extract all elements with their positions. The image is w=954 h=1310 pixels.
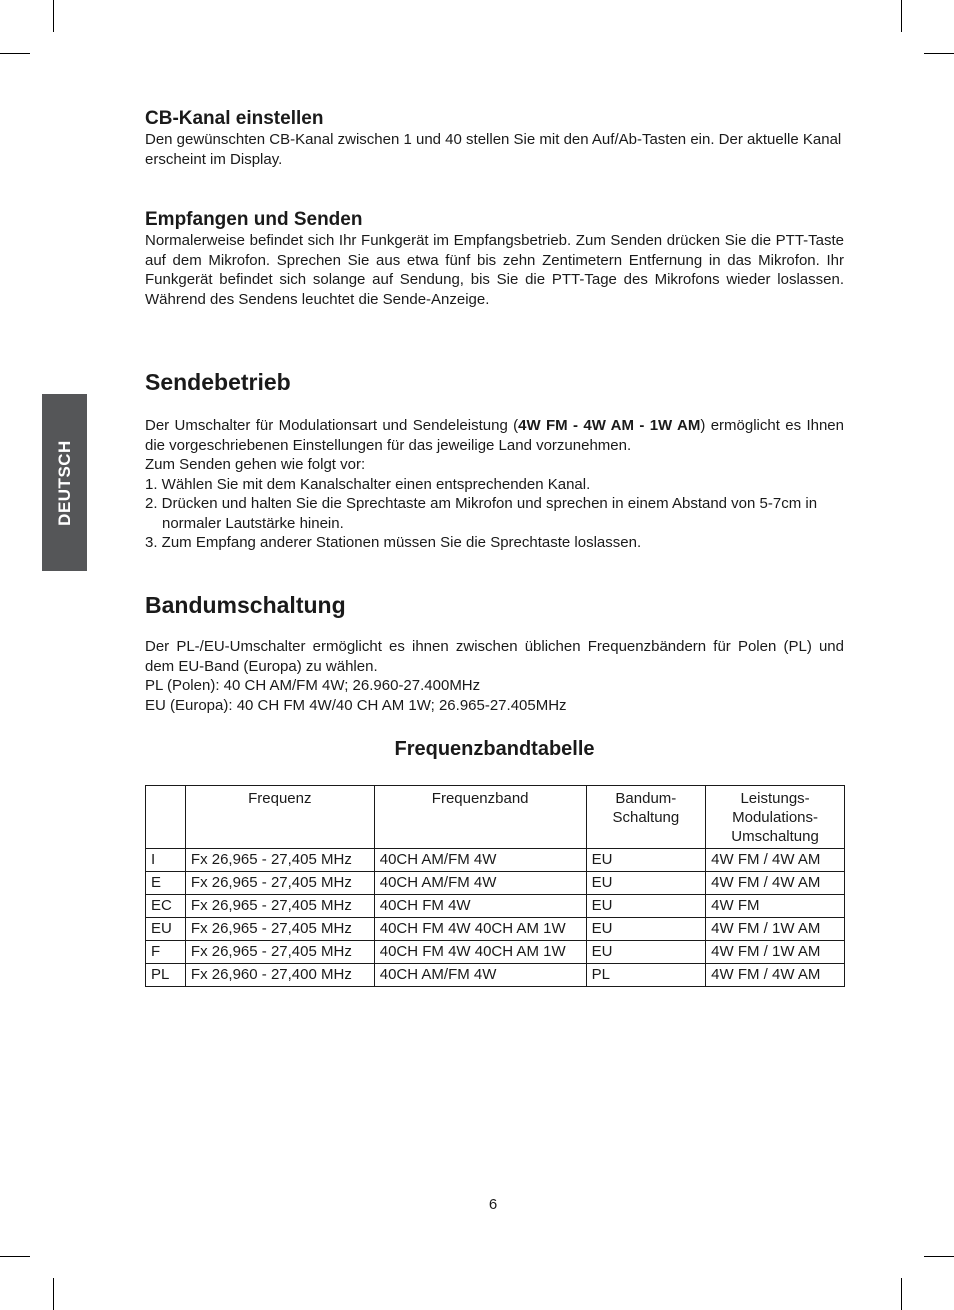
intro-text: ) ermöglicht es Ihnen die vorgeschriebenen Einstellungen für das jeweilige Land vorzunehmen. <box>145 417 844 454</box>
table-title: Frequenzbandtabelle <box>394 738 595 760</box>
table-row <box>146 895 845 918</box>
header-cell: Bandum- Schaltung <box>586 786 706 849</box>
table-cell: EU <box>586 941 706 964</box>
crop-mark <box>53 0 54 32</box>
table-cell: 40CH FM 4W <box>374 895 586 918</box>
section-title: Empfangen und Senden <box>145 209 363 230</box>
table-cell: 40CH AM/FM 4W <box>374 872 586 895</box>
section-title: CB-Kanal einstellen <box>145 108 324 129</box>
table-cell: Fx 26,965 - 27,405 MHz <box>185 918 374 941</box>
section-cb-kanal <box>145 108 844 169</box>
step-item: 1. Wählen Sie mit dem Kanalschalter einen entsprechenden Kanal. <box>145 475 591 493</box>
step-item: 2. Drücken und halten Sie die Sprechtaste am Mikrofon und sprechen in einem Abstand von 5-7cm in normaler Lautstärke hinein. <box>145 495 818 532</box>
table-row <box>146 964 845 987</box>
table-cell: Fx 26,965 - 27,405 MHz <box>185 941 374 964</box>
table-cell: 4W FM / 4W AM <box>706 964 845 987</box>
table-cell: EU <box>586 895 706 918</box>
section-heading: Sendebetrieb <box>145 369 291 395</box>
language-tab-label: DEUTSCH <box>54 439 74 526</box>
table-cell: F <box>146 941 186 964</box>
table-cell: 40CH AM/FM 4W <box>374 964 586 987</box>
header-cell: Leistungs- Modulations- Umschaltung <box>706 786 845 849</box>
table-cell: Fx 26,965 - 27,405 MHz <box>185 849 374 872</box>
table-cell: E <box>146 872 186 895</box>
table-cell: 40CH AM/FM 4W <box>374 849 586 872</box>
section-heading: Bandumschaltung <box>145 592 346 618</box>
table-cell: PL <box>146 964 186 987</box>
table-cell: Fx 26,965 - 27,405 MHz <box>185 895 374 918</box>
section-text <box>145 416 844 455</box>
table-header-row <box>146 786 845 849</box>
intro-text: Der Umschalter für Modulationsart und Sendeleistung ( <box>145 417 519 434</box>
table-row <box>146 941 845 964</box>
table-cell: 4W FM / 1W AM <box>706 941 845 964</box>
table-cell: 40CH FM 4W 40CH AM 1W <box>374 941 586 964</box>
table-cell: EU <box>586 918 706 941</box>
frequency-band-table <box>145 785 845 987</box>
table-cell: PL <box>586 964 706 987</box>
table-cell: 4W FM / 1W AM <box>706 918 845 941</box>
table-cell: 4W FM <box>706 895 845 918</box>
header-cell <box>146 786 186 849</box>
header-cell: Frequenzband <box>374 786 586 849</box>
table-row <box>146 918 845 941</box>
table-row <box>146 849 845 872</box>
table-cell: Fx 26,965 - 27,405 MHz <box>185 872 374 895</box>
crop-mark <box>901 0 902 32</box>
section-text: Der PL-/EU-Umschalter ermöglicht es ihnen zwischen üblichen Frequenzbändern für Polen (PL) und dem EU-Band (Europa) zu wählen. <box>145 638 844 675</box>
table-cell: 4W FM / 4W AM <box>706 872 845 895</box>
table-cell: 4W FM / 4W AM <box>706 849 845 872</box>
crop-mark <box>901 1278 902 1310</box>
band-pl-line: PL (Polen): 40 CH AM/FM 4W; 26.960-27.400MHz <box>145 677 481 694</box>
page-number: 6 <box>488 1196 498 1213</box>
table-row <box>146 872 845 895</box>
language-side-tab <box>42 394 87 571</box>
table-cell: EU <box>586 872 706 895</box>
step-item: 3. Zum Empfang anderer Stationen müssen Sie die Sprechtaste loslassen. <box>145 534 642 551</box>
table-cell: I <box>146 849 186 872</box>
crop-mark <box>0 53 30 54</box>
section-empfangen <box>145 209 844 309</box>
table-cell: EC <box>146 895 186 918</box>
crop-mark <box>924 53 954 54</box>
section-sendebetrieb <box>145 368 844 553</box>
power-mode-text: 4W FM - 4W AM - 1W AM <box>518 417 701 434</box>
crop-mark <box>53 1278 54 1310</box>
crop-mark <box>924 1256 954 1257</box>
band-eu-line: EU (Europa): 40 CH FM 4W/40 CH AM 1W; 26.965-27.405MHz <box>145 696 567 714</box>
table-cell: EU <box>586 849 706 872</box>
table-cell: Fx 26,960 - 27,400 MHz <box>185 964 374 987</box>
section-bandumschaltung <box>145 591 844 715</box>
crop-mark <box>0 1256 30 1257</box>
header-cell: Frequenz <box>185 786 374 849</box>
table-cell: 40CH FM 4W 40CH AM 1W <box>374 918 586 941</box>
section-text: Normalerweise befindet sich Ihr Funkgerät im Empfangsbetrieb. Zum Senden drücken Sie die PTT-Taste auf dem Mikrofon. Sprechen Sie aus etwa fünf bis zehn Zentimetern Entfernung in das Mikrofon. Ihr Funkgerät befindet sich solange auf Sendung, bis Sie die PTT-Tage des Mikrofons wieder loslassen. Während des Sendens leuchtet die Sende-Anzeige. <box>145 232 844 308</box>
section-text: Den gewünschten CB-Kanal zwischen 1 und 40 stellen Sie mit den Auf/Ab-Tasten ein. Der aktuelle Kanal erscheint im Display. <box>145 131 842 168</box>
table-cell: EU <box>146 918 186 941</box>
steps-intro: Zum Senden gehen wie folgt vor: <box>145 456 366 473</box>
